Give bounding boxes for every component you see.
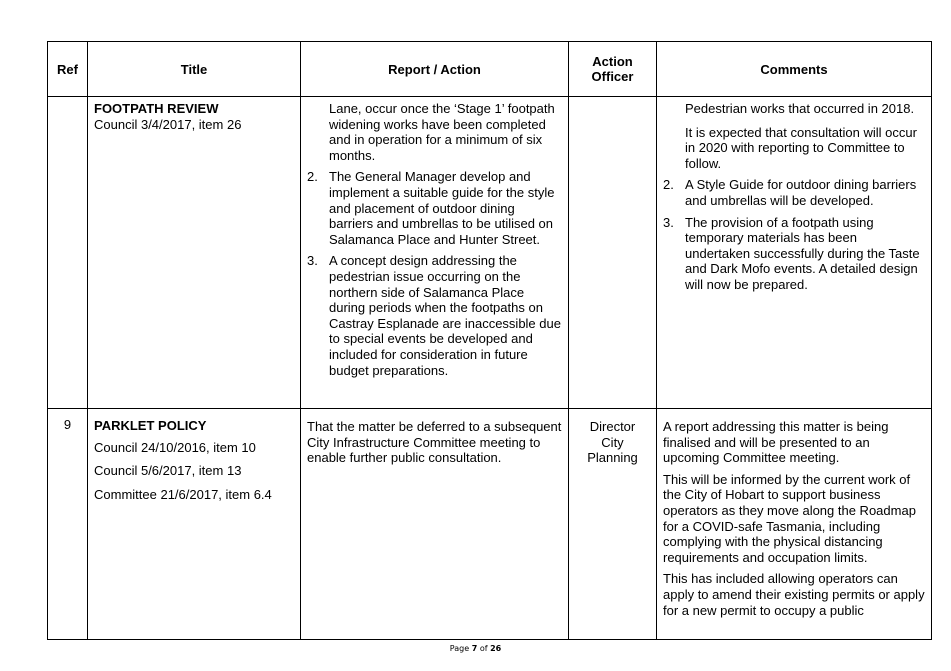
list-item-text: A Style Guide for outdoor dining barriers and umbrellas will be developed. bbox=[685, 177, 917, 208]
row2-comments-para3: This has included allowing operators can apply to amend their existing permits or apply for a new permit to occupy a public bbox=[663, 571, 925, 618]
footer-current-page: 7 bbox=[471, 644, 478, 653]
footer-of: of bbox=[479, 644, 488, 653]
row2-ref-cell bbox=[48, 409, 88, 640]
list-item-text: A concept design addressing the pedestrian issue occurring on the northern side of Salamanca Place during periods when the footpaths on Castray Esplanade are inaccessible due to special events be developed and included for consideration in future budget preparations. bbox=[329, 253, 561, 378]
list-item-number: 2. bbox=[663, 177, 674, 193]
row2-ref: 9 bbox=[63, 417, 72, 432]
list-item bbox=[307, 253, 562, 378]
row1-comments-para2: It is expected that consultation will occur in 2020 with reporting to Committee to follow. bbox=[685, 124, 917, 171]
row2-title-cell bbox=[88, 409, 301, 640]
table-row bbox=[48, 97, 932, 409]
row2-meeting-1: Council 24/10/2016, item 10 bbox=[94, 439, 256, 455]
row2-comments-para2: This will be informed by the current work of the City of Hobart to support business operators as they move along the Roadmap for a COVID-safe Tasmania, including complying with the physical distancing requirements and occupation limits. bbox=[663, 471, 916, 565]
header-comments: Comments bbox=[657, 42, 932, 97]
row1-ref bbox=[48, 97, 87, 105]
header-ref: Ref bbox=[48, 42, 88, 97]
row1-report-continued: Lane, occur once the ‘Stage 1’ footpath widening works have been completed and in operation for a minimum of six months. bbox=[329, 101, 555, 163]
list-item bbox=[663, 177, 925, 208]
footer-prefix: Page bbox=[449, 644, 470, 653]
row2-officer-line2: City bbox=[601, 434, 624, 450]
table-header-row bbox=[48, 42, 932, 97]
row2-officer-cell bbox=[569, 409, 657, 640]
row1-report-cell bbox=[301, 97, 569, 409]
page-footer bbox=[0, 644, 951, 653]
list-item-number: 3. bbox=[663, 214, 674, 230]
list-item bbox=[663, 215, 925, 293]
row1-comments-cell bbox=[657, 97, 932, 409]
row2-report-cell bbox=[301, 409, 569, 640]
row1-title: FOOTPATH REVIEW bbox=[94, 101, 219, 116]
row2-meeting-2: Council 5/6/2017, item 13 bbox=[94, 463, 242, 479]
header-officer-line1: Action bbox=[592, 54, 633, 69]
row2-comments-cell bbox=[657, 409, 932, 640]
row1-title-cell bbox=[88, 97, 301, 409]
row2-title: PARKLET POLICY bbox=[94, 418, 207, 433]
row1-comments-continued: Pedestrian works that occurred in 2018. bbox=[685, 101, 915, 116]
header-report: Report / Action bbox=[301, 42, 569, 97]
row2-report: That the matter be deferred to a subsequent City Infrastructure Committee meeting to enable further public consultation. bbox=[307, 419, 562, 466]
action-table bbox=[47, 41, 932, 640]
row1-officer-cell bbox=[569, 97, 657, 409]
row1-officer bbox=[569, 97, 656, 101]
row1-ref-cell bbox=[48, 97, 88, 409]
footer-total-pages: 26 bbox=[490, 644, 502, 653]
row1-meeting: Council 3/4/2017, item 26 bbox=[94, 116, 242, 132]
list-item-text: The provision of a footpath using temporary materials has been undertaken successfully during the Taste and Dark Mofo events. A detailed design will now be prepared. bbox=[685, 214, 920, 292]
list-item-text: The General Manager develop and implement a suitable guide for the style and placement of outdoor dining barriers and umbrellas to be utilised on Salamanca Place and Hunter Street. bbox=[329, 169, 555, 247]
header-officer bbox=[569, 42, 657, 97]
list-item-number: 2. bbox=[307, 169, 318, 185]
table-row bbox=[48, 409, 932, 640]
row2-meeting-3: Committee 21/6/2017, item 6.4 bbox=[94, 486, 272, 502]
list-item bbox=[307, 169, 562, 247]
header-title: Title bbox=[88, 42, 301, 97]
row2-comments-para1: A report addressing this matter is being finalised and will be presented to an upcoming Committee meeting. bbox=[663, 419, 889, 466]
row2-officer-line3: Planning bbox=[587, 450, 638, 466]
header-officer-line2: Officer bbox=[591, 69, 634, 84]
list-item-number: 3. bbox=[307, 253, 318, 269]
row2-officer-line1: Director bbox=[589, 419, 636, 434]
